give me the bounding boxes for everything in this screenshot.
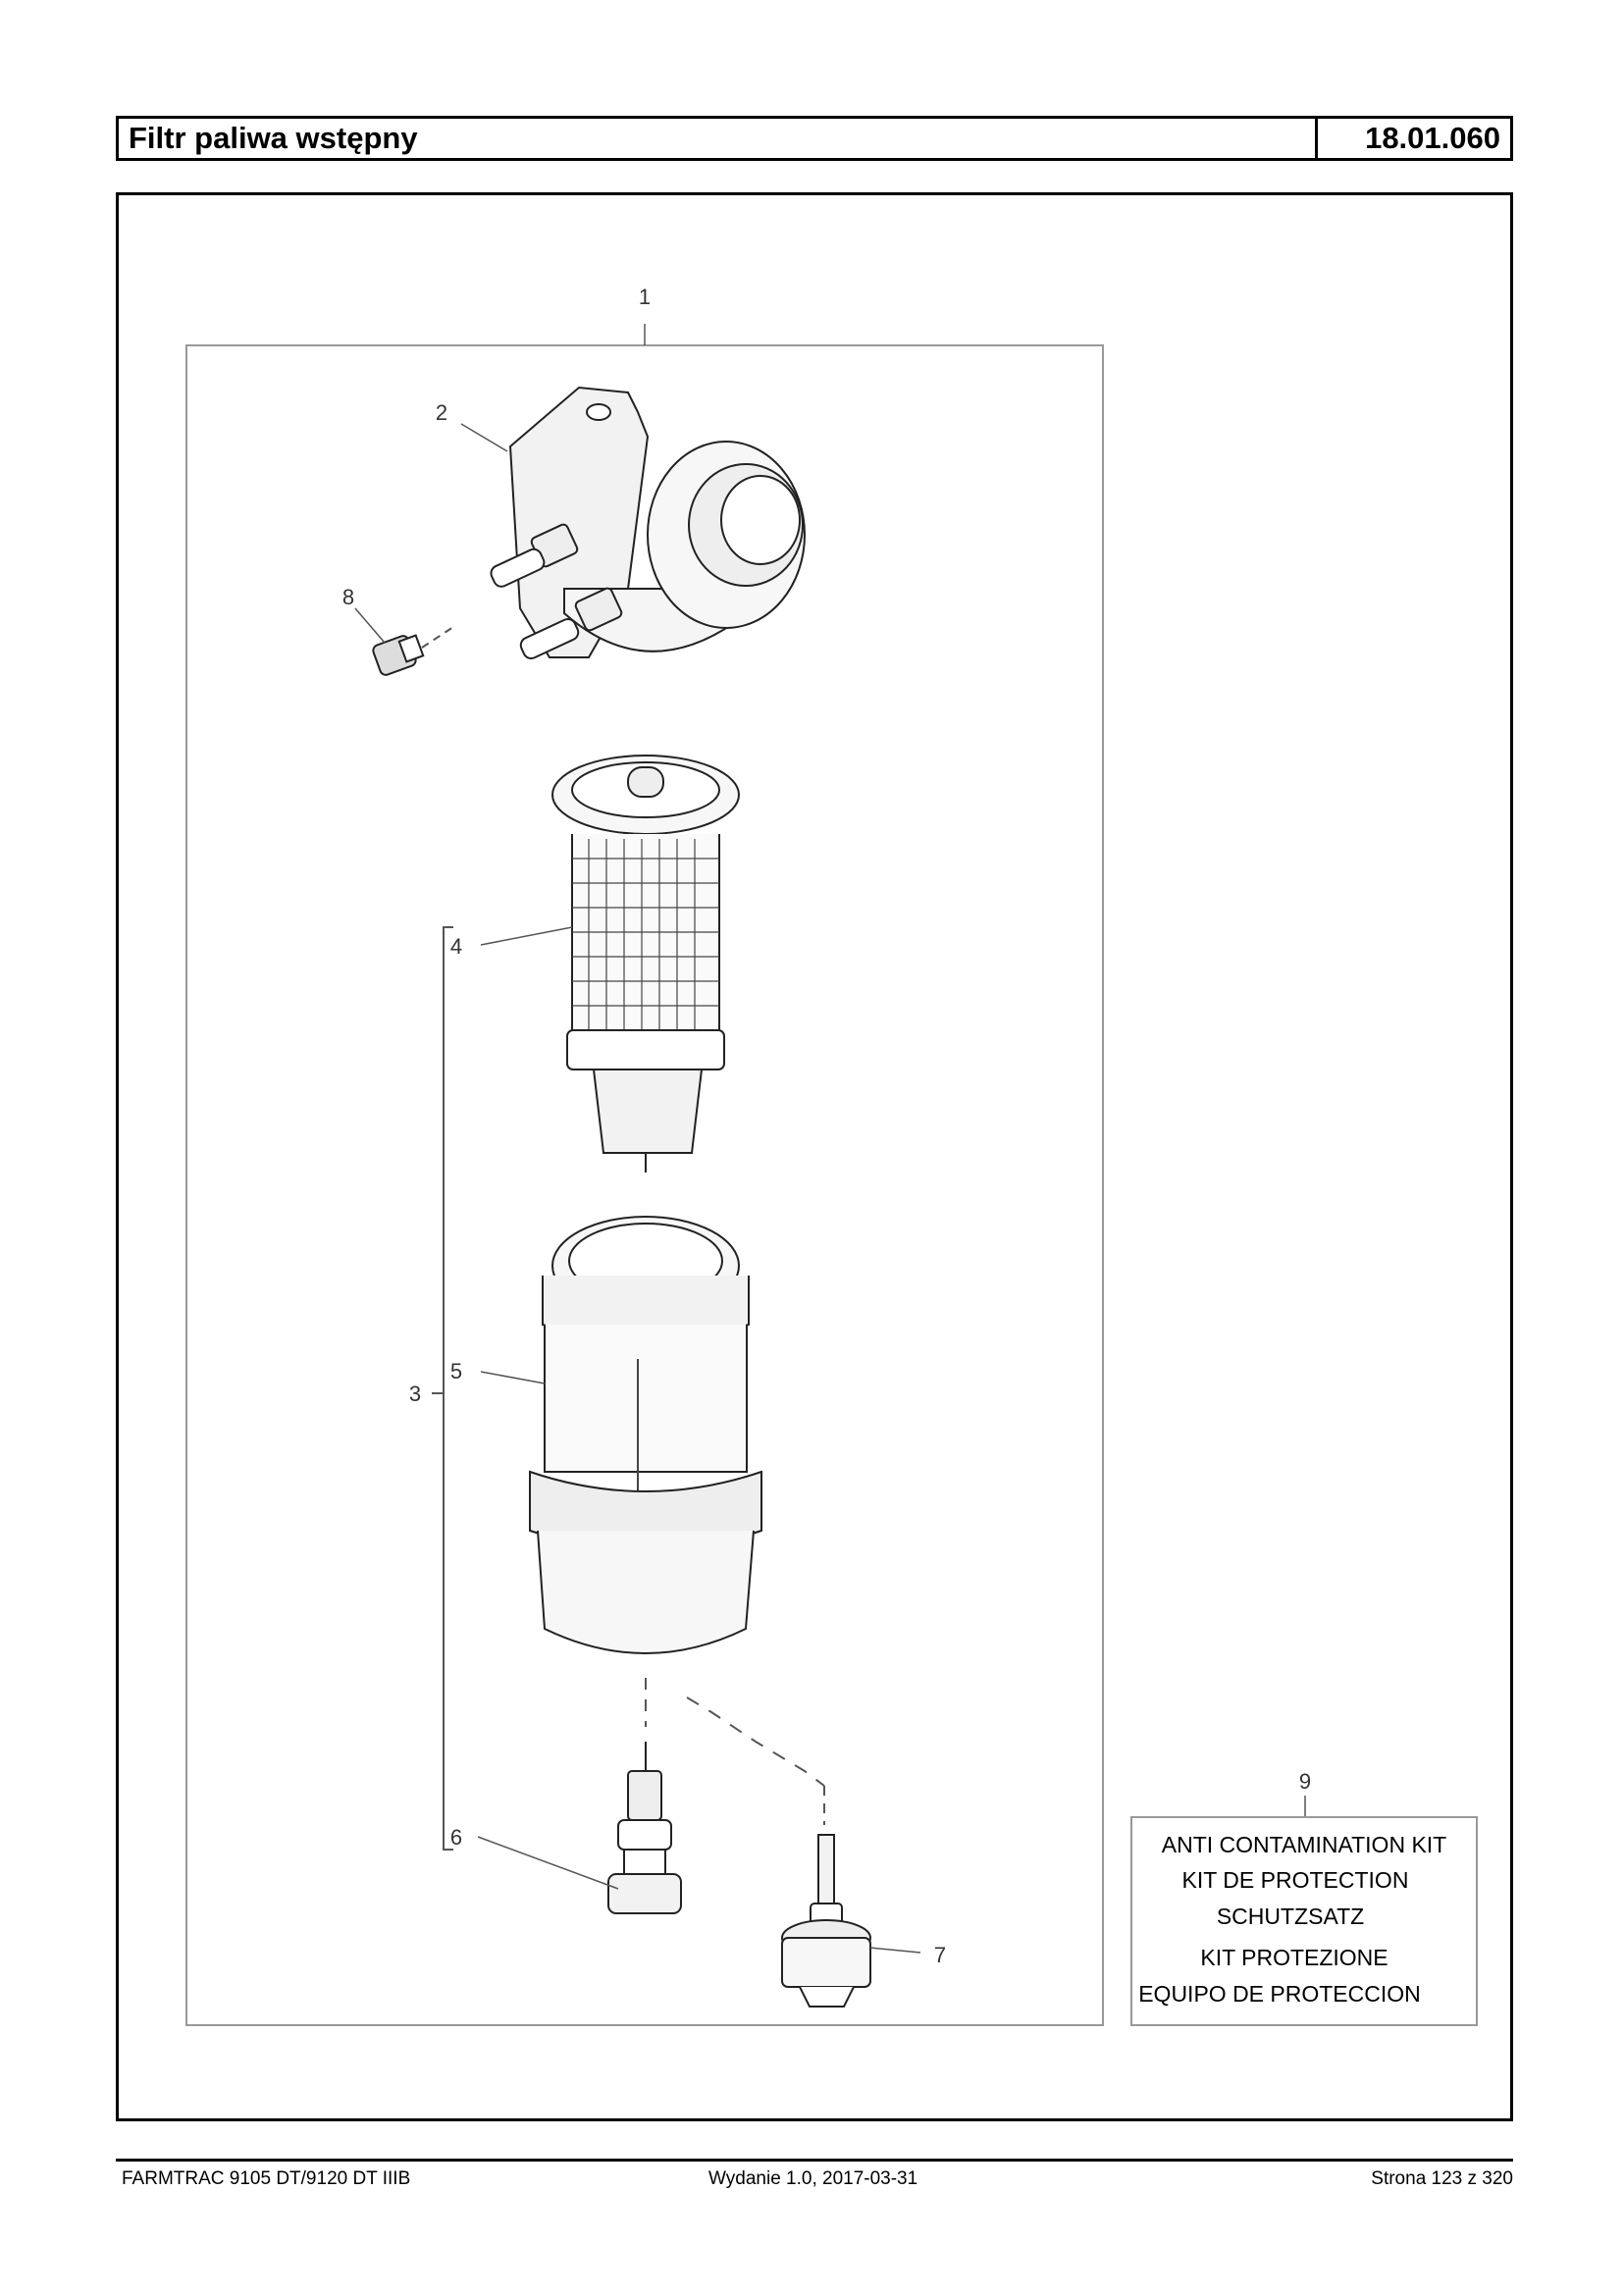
- drain-plug-illustration: [372, 625, 456, 677]
- leader-lines: [355, 424, 1305, 1953]
- callout-2: 2: [435, 400, 448, 425]
- kit-line-de: SCHUTZSATZ: [1216, 1904, 1365, 1929]
- callout-3: 3: [408, 1382, 422, 1406]
- callout-1: 1: [638, 285, 652, 309]
- footer-divider: [116, 2159, 1513, 2162]
- footer-model: FARMTRAC 9105 DT/9120 DT IIIB: [122, 2168, 411, 2189]
- filter-element-illustration: [552, 756, 739, 1173]
- drain-valve-illustration: [608, 1742, 681, 1913]
- footer-edition: Wydanie 1.0, 2017-03-31: [708, 2168, 918, 2189]
- page-title: Filtr paliwa wstępny: [119, 119, 1318, 158]
- footer-page: Strona 123 z 320: [1371, 2168, 1513, 2189]
- callout-6: 6: [449, 1825, 463, 1850]
- kit-line-es: EQUIPO DE PROTECCION: [1138, 1981, 1421, 2007]
- kit-line-fr: KIT DE PROTECTION: [1181, 1867, 1409, 1893]
- water-sensor-illustration: [782, 1835, 870, 2007]
- section-code: 18.01.060: [1365, 121, 1500, 155]
- callout-7: 7: [933, 1943, 947, 1967]
- callout-5: 5: [449, 1359, 463, 1383]
- callout-4: 4: [449, 934, 463, 959]
- filter-bowl-illustration: [530, 1217, 761, 1653]
- filter-head-illustration: [489, 388, 805, 661]
- kit-line-en: ANTI CONTAMINATION KIT: [1161, 1832, 1447, 1857]
- kit-line-it: KIT PROTEZIONE: [1200, 1945, 1388, 1970]
- callout-9: 9: [1298, 1769, 1312, 1794]
- callout-8: 8: [341, 585, 355, 609]
- item-3-bracket: [432, 927, 453, 1850]
